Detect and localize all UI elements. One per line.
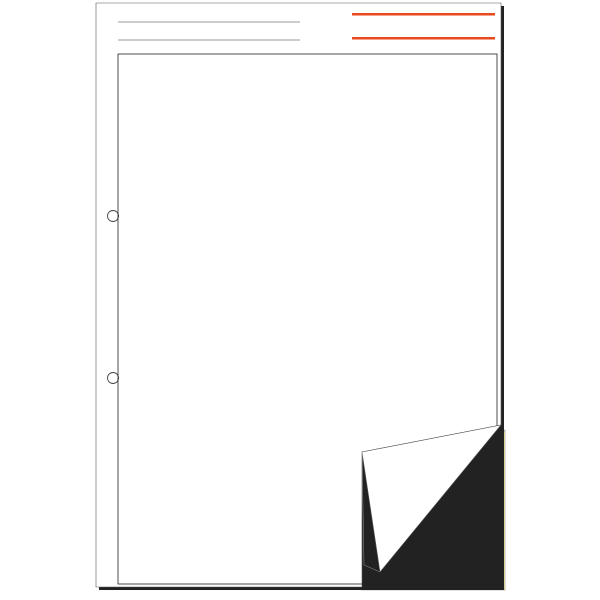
binder-hole-bottom (108, 373, 119, 384)
title-bar-top (352, 13, 495, 16)
binder-hole-top (108, 211, 119, 222)
title-bar-bottom (352, 37, 495, 40)
